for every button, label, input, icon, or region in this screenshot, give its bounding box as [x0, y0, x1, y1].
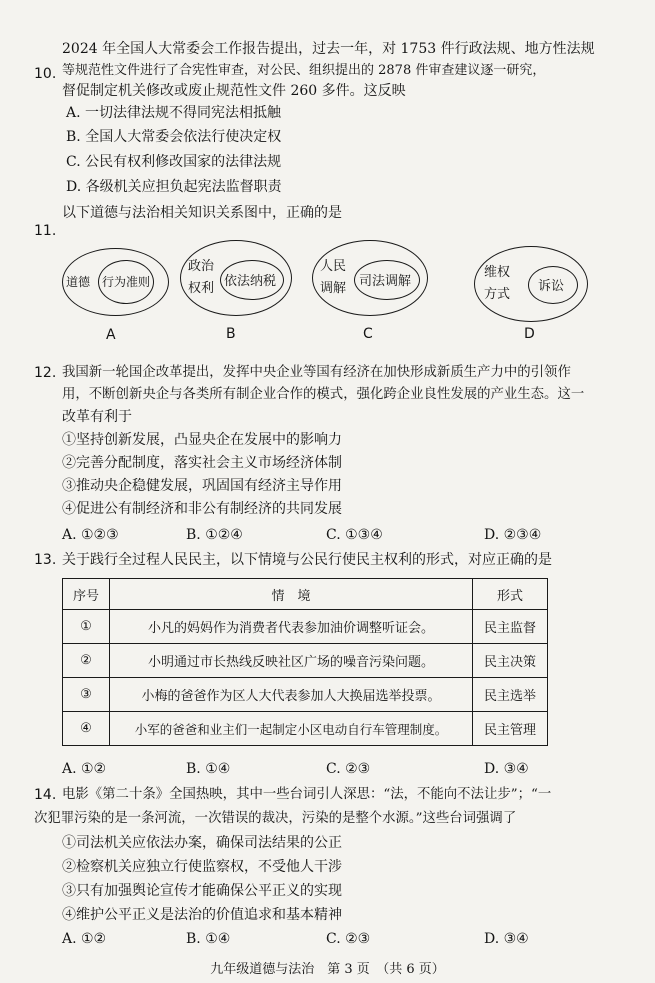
diagram-a-outer-label: 道德	[66, 275, 91, 289]
q14-number: 14.	[34, 787, 57, 803]
diagram-d-inner-label: 诉讼	[538, 279, 565, 294]
table-cell-number: ④	[63, 712, 110, 746]
q12-item-2: ②完善分配制度，落实社会主义市场经济体制	[62, 455, 342, 471]
diagram-c-inner-label: 司法调解	[359, 274, 412, 289]
q12-stem-line-1: 我国新一轮国企改革提出，发挥中央企业等国有经济在加快形成新质生产力中的引领作	[62, 365, 571, 380]
diagram-b-letter: B	[226, 326, 236, 342]
table-row	[63, 712, 548, 746]
q10-option-d: D. 各级机关应担负起宪法监督职责	[66, 179, 282, 195]
diagram-b-inner-label: 依法纳税	[224, 274, 277, 289]
q14-option-c: C. ②③	[326, 931, 371, 947]
q10-option-a: A. 一切法律法规不得同宪法相抵触	[66, 105, 282, 121]
table-header-cell: 序号	[63, 579, 110, 610]
q10-stem-line-3: 督促制定机关修改或废止规范性文件 260 多件。这反映	[62, 83, 406, 99]
q10-stem-line-2: 等规范性文件进行了合宪性审查，对公民、组织提出的 2878 件审查建议逐一研究，	[62, 63, 546, 78]
table-cell-number: ③	[63, 678, 110, 712]
table-row	[63, 644, 548, 678]
table-cell-scenario: 小凡的妈妈作为消费者代表参加油价调整听证会。	[110, 610, 473, 644]
q13-number: 13.	[34, 552, 57, 568]
table-cell-scenario: 小明通过市长热线反映社区广场的噪音污染问题。	[110, 644, 473, 678]
table-cell-form: 民主决策	[473, 644, 548, 678]
diagram-d-outer-label: 维权方式	[484, 265, 511, 302]
diagram-c-letter: C	[363, 326, 373, 342]
q13-option-b: B. ①④	[186, 761, 231, 777]
q13-option-a: A. ①②	[62, 761, 107, 777]
q14-option-a: A. ①②	[62, 931, 107, 947]
q14-item-1: ①司法机关应依法办案，确保司法结果的公正	[62, 835, 342, 851]
q12-item-1: ①坚持创新发展，凸显央企在发展中的影响力	[62, 432, 342, 448]
q12-item-3: ③推动央企稳健发展，巩固国有经济主导作用	[62, 478, 342, 494]
diagram-a-inner-label: 行为准则	[102, 275, 151, 289]
q12-number: 12.	[34, 365, 57, 381]
q12-stem-line-3: 改革有利于	[62, 409, 132, 425]
q12-option-b: B. ①②④	[186, 527, 243, 543]
diagram-a-letter: A	[106, 327, 116, 343]
q13-option-d: D. ③④	[484, 761, 529, 777]
diagram-d	[474, 246, 588, 322]
table-header-cell: 情 境	[110, 579, 473, 610]
q14-item-4: ④维护公平正义是法治的价值追求和基本精神	[62, 907, 342, 923]
table-header-row	[63, 579, 548, 610]
q11-stem: 以下道德与法治相关知识关系图中，正确的是	[62, 205, 342, 221]
table-cell-form: 民主监督	[473, 610, 548, 644]
table-cell-number: ②	[63, 644, 110, 678]
q12-stem-line-2: 用，不断创新央企与各类所有制企业合作的模式，强化跨企业良性发展的产业生态。这一	[62, 387, 585, 402]
table-row	[63, 678, 548, 712]
q10-option-b: B. 全国人大常委会依法行使决定权	[66, 129, 282, 145]
table-cell-scenario: 小梅的爸爸作为区人大代表参加人大换届选举投票。	[110, 678, 473, 712]
diagram-c-outer-label: 人民调解	[320, 259, 347, 296]
diagram-d-letter: D	[524, 326, 535, 342]
table-cell-number: ①	[63, 610, 110, 644]
q14-stem-line-2: 次犯罪污染的是一条河流，一次错误的裁决，污染的是整个水源。”这些台词强调了	[34, 811, 517, 826]
page-footer: 九年级道德与法治 第 3 页 （共 6 页）	[210, 962, 445, 977]
q12-option-a: A. ①②③	[62, 527, 119, 543]
q10-number: 10.	[34, 66, 57, 82]
q14-stem-line-1: 电影《第二十条》全国热映，其中一些台词引人深思：“法，不能向不法让步”；“一	[62, 787, 552, 802]
q10-stem-line-1: 2024 年全国人大常委会工作报告提出，过去一年，对 1753 件行政法规、地方性法规	[62, 41, 595, 57]
table-header-cell: 形式	[473, 579, 548, 610]
q14-option-b: B. ①④	[186, 931, 231, 947]
q10-option-c: C. 公民有权利修改国家的法律法规	[66, 154, 282, 170]
q12-option-d: D. ②③④	[484, 527, 542, 543]
q11-number: 11.	[34, 223, 57, 239]
q14-item-3: ③只有加强舆论宣传才能确保公平正义的实现	[62, 883, 342, 899]
q13-option-c: C. ②③	[326, 761, 371, 777]
q14-option-d: D. ③④	[484, 931, 529, 947]
table-row	[63, 610, 548, 644]
diagram-b	[180, 240, 292, 316]
q12-item-4: ④促进公有制经济和非公有制经济的共同发展	[62, 501, 342, 517]
q13-stem: 关于践行全过程人民民主，以下情境与公民行使民主权利的形式，对应正确的是	[62, 552, 552, 568]
q13-table	[62, 578, 548, 746]
table-cell-scenario: 小军的爸爸和业主们一起制定小区电动自行车管理制度。	[110, 712, 473, 746]
q14-item-2: ②检察机关应独立行使监察权，不受他人干涉	[62, 859, 342, 875]
diagram-a	[62, 248, 170, 318]
table-cell-form: 民主选举	[473, 678, 548, 712]
diagram-b-outer-label: 政治权利	[188, 259, 215, 296]
q12-option-c: C. ①③④	[326, 527, 383, 543]
table-cell-form: 民主管理	[473, 712, 548, 746]
diagram-c	[312, 240, 428, 316]
